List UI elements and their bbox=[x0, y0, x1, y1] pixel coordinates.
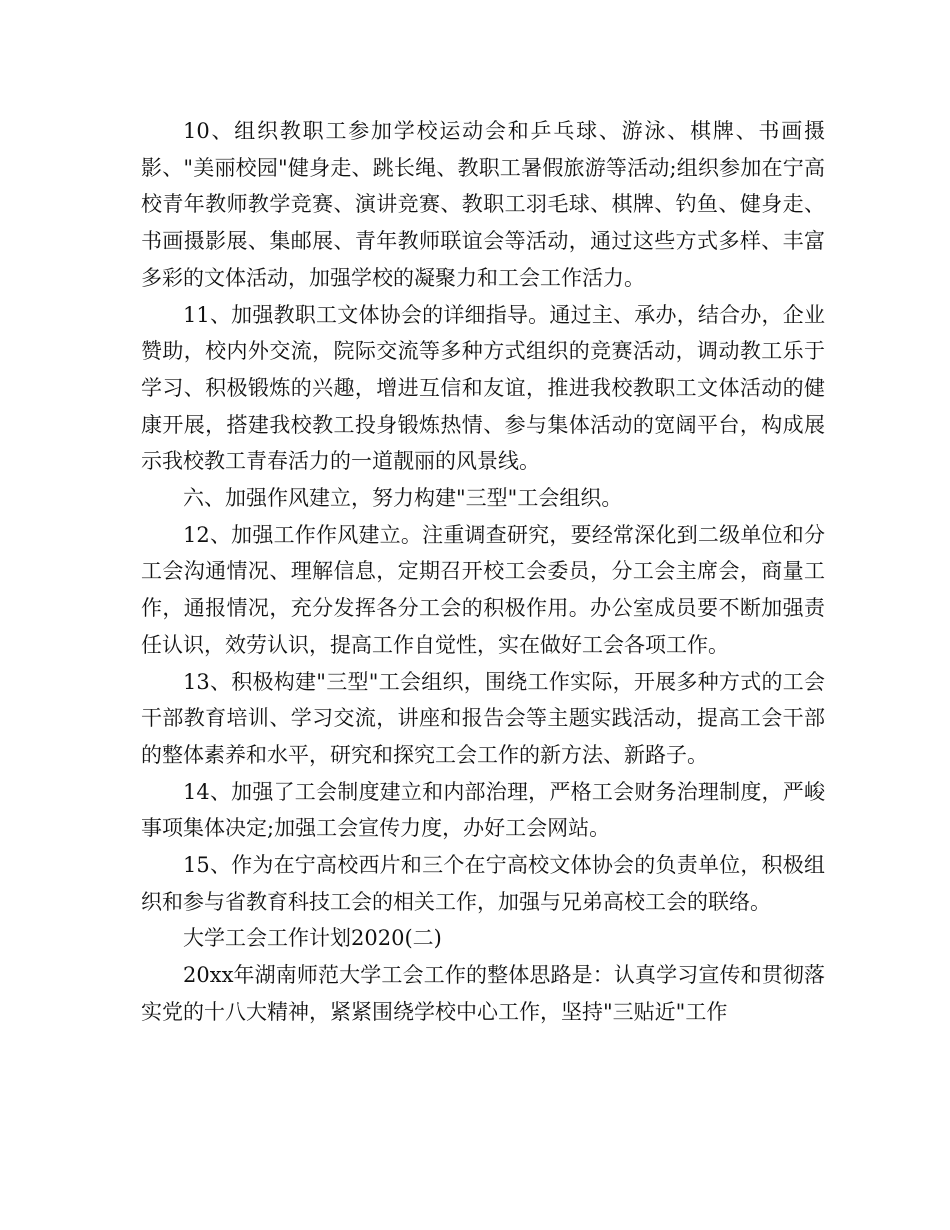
document-subtitle: 大学工会工作计划2020(二) bbox=[183, 926, 442, 951]
document-body bbox=[141, 113, 825, 1031]
paragraph-item-11: 11、加强教职工文体协会的详细指导。通过主、承办，结合办，企业赞助，校内外交流，院际交流等多种方式组织的竞赛活动，调动教工乐于学习、积极锻炼的兴趣，增进互信和友谊，推进我校教职工文体活动的健康开展，搭建我校教工投身锻炼热情、参与集体活动的宽阔平台，构成展示我校教工青春活力的一道靓丽的风景线。 bbox=[141, 302, 825, 474]
paragraph-intro: 20xx年湖南师范大学工会工作的整体思路是：认真学习宣传和贯彻落实党的十八大精神，紧紧围绕学校中心工作，坚持"三贴近"工作 bbox=[141, 963, 825, 1024]
paragraph-item-12: 12、加强工作作风建立。注重调查研究，要经常深化到二级单位和分工会沟通情况、理解信息，定期召开校工会委员，分工会主席会，商量工作，通报情况，充分发挥各分工会的积极作用。办公室成员要不断加强责任认识，效劳认识，提高工作自觉性，实在做好工会各项工作。 bbox=[141, 522, 825, 657]
paragraph-item-13: 13、积极构建"三型"工会组织，围绕工作实际，开展多种方式的工会干部教育培训、学习交流，讲座和报告会等主题实践活动，提高工会干部的整体素养和水平，研究和探究工会工作的新方法、新路子。 bbox=[141, 669, 825, 767]
paragraph-item-10: 10、组织教职工参加学校运动会和乒乓球、游泳、棋牌、书画摄影、"美丽校园"健身走、跳长绳、教职工暑假旅游等活动;组织参加在宁高校青年教师教学竞赛、演讲竞赛、教职工羽毛球、棋牌、钓鱼、健身走、书画摄影展、集邮展、青年教师联谊会等活动，通过这些方式多样、丰富多彩的文体活动，加强学校的凝聚力和工会工作活力。 bbox=[141, 119, 825, 290]
section-heading-six: 六、加强作风建立，努力构建"三型"工会组织。 bbox=[183, 486, 623, 511]
paragraph-item-15: 15、作为在宁高校西片和三个在宁高校文体协会的负责单位，积极组织和参与省教育科技工会的相关工作，加强与兄弟高校工会的联络。 bbox=[141, 853, 825, 914]
paragraph-item-14: 14、加强了工会制度建立和内部治理，严格工会财务治理制度，严峻事项集体决定;加强工会宣传力度，办好工会网站。 bbox=[141, 779, 825, 841]
